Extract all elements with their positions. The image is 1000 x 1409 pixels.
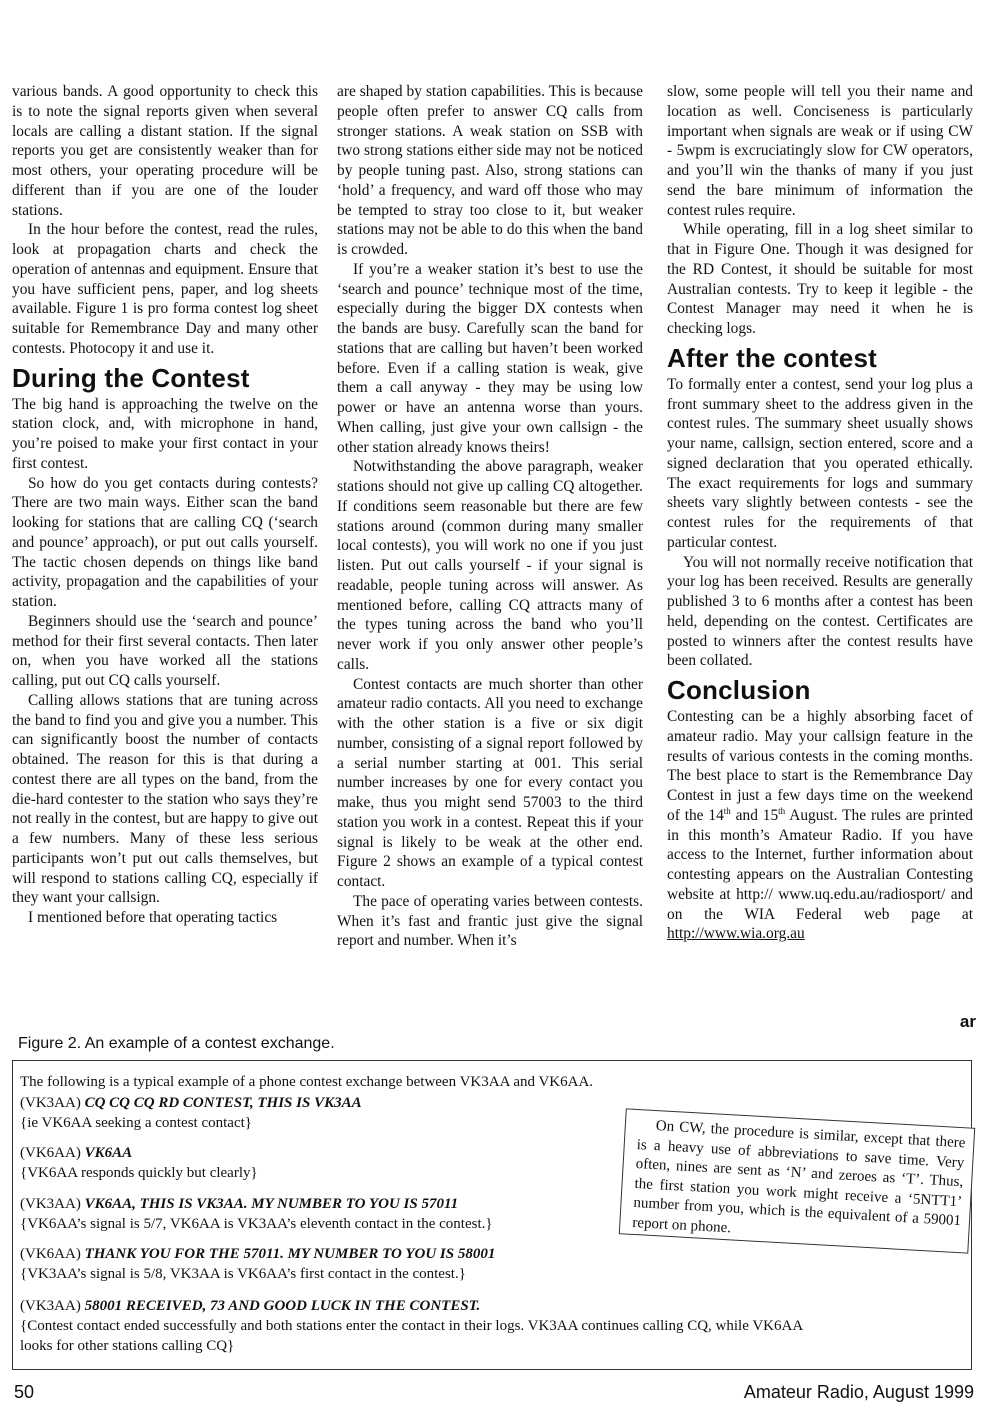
text-run: Contesting can be a highly absorbing facet of amateur radio. May your callsign feature in the results of various contests in the coming months. The best place to start is the Remembrance Day Contest in just a few days time on the weekend of the 14 xyxy=(667,708,973,824)
exchange-line xyxy=(20,1094,362,1114)
paragraph: The big hand is approaching the twelve on the station clock, and, with microphone in hand, you’re poised to make your first contact in your first contest. xyxy=(12,395,318,472)
paragraph: are shaped by station capabilities. This is because people often prefer to answer CQ calls from stronger stations. A weak station on SSB with two strong stations either side may not be noticed by people tuning past. Also, strong stations can ‘hold’ a frequency, and ward off those who may be tempted to stray too close to it, but weaker stations may not be able to do this when the band is crowded. xyxy=(337,83,643,258)
article-end-mark: ar xyxy=(959,1012,976,1031)
column-1 xyxy=(12,82,318,928)
exchange-note: {VK6AA responds quickly but clearly} xyxy=(20,1165,258,1181)
page-number: 50 xyxy=(14,1382,35,1402)
exchange-note-continued: looks for other stations calling CQ} xyxy=(20,1338,235,1354)
paragraph: While operating, fill in a log sheet similar to that in Figure One. Though it was designed for the RD Contest, it should be suitable for most Australian contests. Try to keep it legible - the Contest Manager may need it when he is checking logs. xyxy=(667,221,973,337)
exchange-speech: VK6AA xyxy=(84,1145,133,1161)
exchange-speech: CQ CQ CQ RD CONTEST, THIS IS VK3AA xyxy=(84,1095,362,1111)
column-3 xyxy=(667,82,973,944)
figure-intro: The following is a typical example of a phone contest exchange between VK3AA and VK6AA. xyxy=(20,1074,594,1090)
paragraph: To formally enter a contest, send your log plus a front summary sheet to the address given in the contest rules. The summary sheet usually shows your name, callsign, section entered, score and a signed declaration that you operated ethically. The exact requirements for logs and summary sheets vary slightly between contests - see the contest rules for the requirements of that particular contest. xyxy=(667,375,973,551)
section-heading-conclusion: Conclusion xyxy=(667,675,811,705)
text-run: and 15 xyxy=(730,806,779,824)
paragraph: Beginners should use the ‘search and pounce’ method for their first several contacts. Then later on, when you have worked all the stations calling, put out CQ calls yourself. xyxy=(12,612,318,689)
exchange-note: {VK6AA’s signal is 5/7, VK6AA is VK3AA’s eleventh contact in the contest.} xyxy=(20,1216,493,1232)
superscript: th xyxy=(723,805,731,816)
station-label: (VK6AA) xyxy=(20,1145,81,1161)
exchange-speech: THANK YOU FOR THE 57011. MY NUMBER TO YOU IS 58001 xyxy=(84,1246,496,1262)
paragraph: I mentioned before that operating tactics xyxy=(28,909,278,926)
exchange-line xyxy=(20,1144,132,1164)
station-label: (VK3AA) xyxy=(20,1298,81,1314)
cw-note-box: On CW, the procedure is similar, except that there is a heavy use of abbreviations to save time. Very often, nines are sent as ‘N’ and zeroes as ‘T’. Thus, the first station you work might receive a ‘5NTT1’ number from you, which is the equivalent of a 59001 report on phone. xyxy=(619,1108,975,1253)
paragraph: Notwithstanding the above paragraph, weaker stations should not give up calling CQ altogether. If conditions seem reasonable but there are few stations around (common during many smaller local contests), you will work no one if you just listen. Put out calls yourself - if your signal is readable, people tuning across will answer. As mentioned before, calling CQ attracts many of the types tuning across the band who you’ll never work if you only answer other people’s calls. xyxy=(337,458,643,673)
text-run: August. The rules are printed in this month’s Amateur Radio. If you have access to the Internet, further information about contesting appears on the Australian Contesting website at http:// www.uq.edu.au/radiosport/ and on the WIA Federal web page at xyxy=(667,806,973,923)
station-label: (VK6AA) xyxy=(20,1246,81,1262)
column-2 xyxy=(337,82,643,951)
exchange-speech: 58001 RECEIVED, 73 AND GOOD LUCK IN THE CONTEST. xyxy=(84,1298,481,1314)
paragraph: If you’re a weaker station it’s best to use the ‘search and pounce’ technique most of the time, especially during the bigger DX contests when the bands are busy. Carefully scan the band for stations that are calling but haven’t been worked before. Even if a calling station is weak, give them a call anyway - they may be using low power or have an antenna worse than yours. When calling, just give your own callsign - the other station already knows theirs! xyxy=(337,260,643,456)
paragraph: Contest contacts are much shorter than other amateur radio contacts. All you need to exchange with the other station is a five or six digit number, consisting of a signal report followed by a serial number starting at 001. This serial number increases by one for every contact you make, thus you might send 57003 to the third station you work in a contest. Repeat this if your signal is likely to be weak at the other end. Figure 2 shows an example of a typical contest contact. xyxy=(337,675,643,890)
paragraph: various bands. A good opportunity to check this is to note the signal reports given when several locals are calling a distant station. If the signal reports you get are consistently weaker than for most others, your operating procedure will be different than if you are one of the louder stations. xyxy=(12,83,318,219)
publication-footer: Amateur Radio, August 1999 xyxy=(743,1382,974,1402)
paragraph: The pace of operating varies between contests. When it’s fast and frantic just give the signal report and number. When it’s xyxy=(337,892,643,950)
exchange-note: {ie VK6AA seeking a contest contact} xyxy=(20,1115,252,1131)
exchange-line xyxy=(20,1245,495,1265)
exchange-note: {Contest contact ended successfully and both stations enter the contact in their logs. VK3AA continues calling CQ, while VK6AA xyxy=(20,1318,804,1334)
section-heading-during-contest: During the Contest xyxy=(12,362,250,393)
paragraph xyxy=(667,707,973,944)
station-label: (VK3AA) xyxy=(20,1095,81,1111)
figure-caption: Figure 2. An example of a contest exchange. xyxy=(18,1035,335,1052)
superscript: th xyxy=(778,805,786,816)
exchange-line xyxy=(20,1195,458,1215)
paragraph: slow, some people will tell you their name and location as well. Conciseness is particularly important when signals are weak or if using CW - 5wpm is excruciatingly slow for CW operators, and you’ll win the thanks of many if you just send the bare minimum of information the contest rules require. xyxy=(667,83,973,219)
station-label: (VK3AA) xyxy=(20,1196,81,1212)
exchange-note: {VK3AA’s signal is 5/8, VK3AA is VK6AA’s first contact in the contest.} xyxy=(20,1266,466,1282)
wia-link[interactable]: http://www.wia.org.au xyxy=(667,925,805,943)
paragraph: Calling allows stations that are tuning across the band to find you and give you a number. This can significantly boost the number of contacts obtained. The reason for this is that during a contest there are all types on the band, from the die-hard contester to the station who says they’re not really in the contest, but are happy to give out a few numbers. Many of these less serious participants won’t put out calls themselves, but will respond to stations calling CQ, especially if they want your callsign. xyxy=(12,691,318,907)
paragraph: You will not normally receive notification that your log has been received. Results are generally published 3 to 6 months after a contest has been held, depending on the contest. Certificates are posted to winners after the contest results have been collated. xyxy=(667,553,973,670)
exchange-line xyxy=(20,1297,480,1317)
paragraph: In the hour before the contest, read the rules, look at propagation charts and check the operation of antennas and equipment. Ensure that you have sufficient pens, paper, and log sheets available. Figure 1 is pro forma contest log sheet suitable for Remembrance Day and many other contests. Photocopy it and use it. xyxy=(12,221,318,357)
exchange-speech: VK6AA, THIS IS VK3AA. MY NUMBER TO YOU IS 57011 xyxy=(84,1196,459,1212)
paragraph: So how do you get contacts during contests? There are two main ways. Either scan the band looking for stations that are calling CQ (‘search and pounce’ approach), or put out calls yourself. The tactic chosen depends on things like band activity, propagation and the capabilities of your station. xyxy=(12,474,318,610)
section-heading-after-contest: After the contest xyxy=(667,342,877,373)
